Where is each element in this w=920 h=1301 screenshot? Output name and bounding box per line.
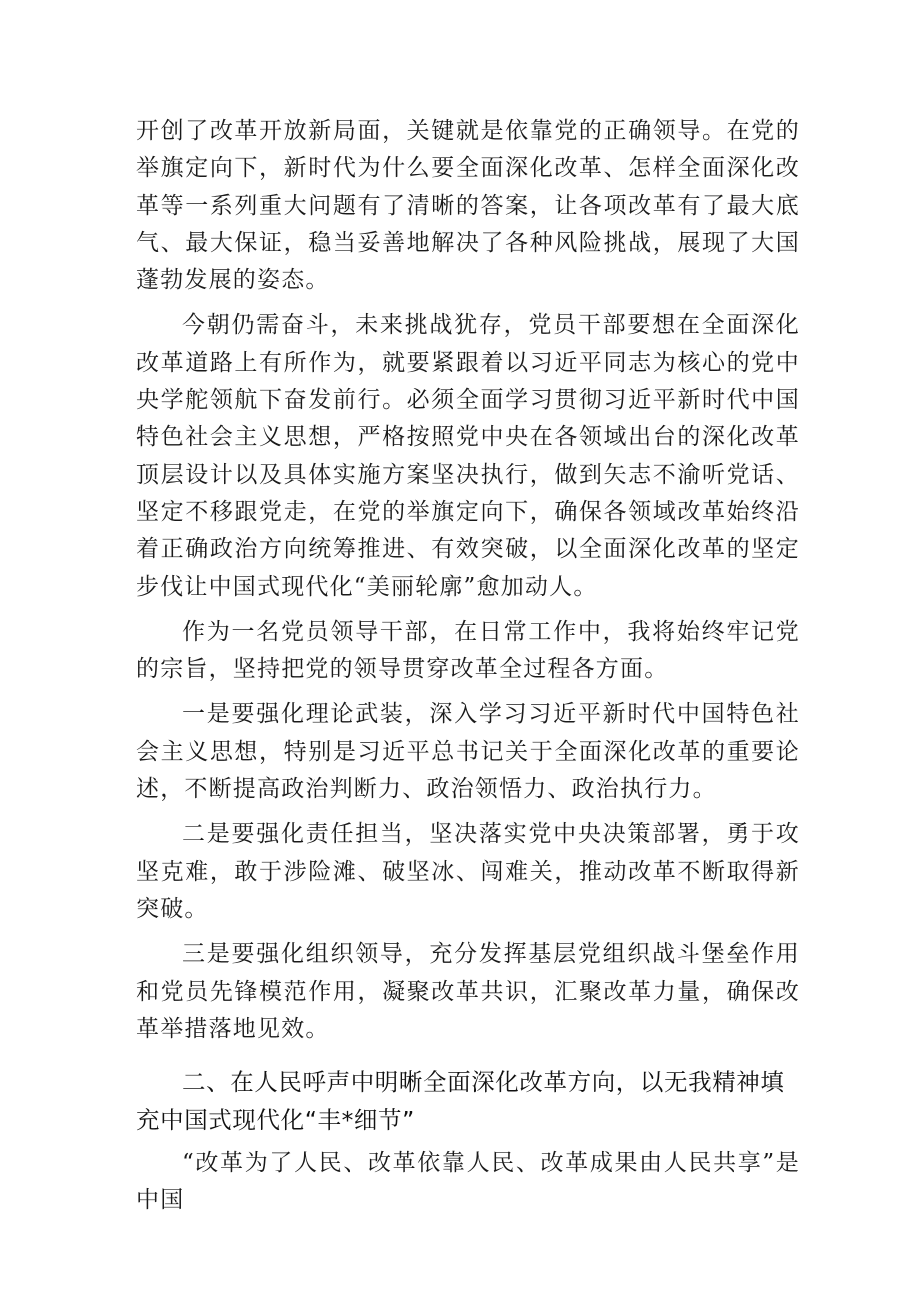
paragraph-6: 三是要强化组织领导，充分发挥基层党组织战斗堡垒作用和党员先锋模范作用，凝聚改革共识，汇聚改革力量，确保改革举措落地见效。 bbox=[136, 941, 800, 1042]
closing-paragraph: “改革为了人民、改革依靠人民、改革成果由人民共享”是中国 bbox=[136, 1150, 800, 1214]
paragraph-4: 一是要强化理论武装，深入学习习近平新时代中国特色社会主义思想，特别是习近平总书记关于全面深化改革的重要论述，不断提高政治判断力、政治领悟力、政治执行力。 bbox=[136, 701, 800, 803]
section-heading: 二、在人民呼声中明晰全面深化改革方向，以无我精神填充中国式现代化“丰*细节” bbox=[136, 1068, 785, 1134]
paragraph-5: 二是要强化责任担当，坚决落实党中央决策部署，勇于攻坚克难，敢于涉险滩、破坚冰、闯难关，推动改革不断取得新突破。 bbox=[136, 821, 800, 922]
paragraph-1: 开创了改革开放新局面，关键就是依靠党的正确领导。在党的举旗定向下，新时代为什么要全面深化改革、怎样全面深化改革等一系列重大问题有了清晰的答案，让各项改革有了最大底气、最大保证，稳当妥善地解决了各种风险挑战，展现了大国蓬勃发展的姿态。 bbox=[136, 118, 800, 294]
paragraph-3: 作为一名党员领导干部，在日常工作中，我将始终牢记党的宗旨，坚持把党的领导贯穿改革全过程各方面。 bbox=[136, 618, 800, 683]
paragraph-2: 今朝仍需奋斗，未来挑战犹存，党员干部要想在全面深化改革道路上有所作为，就要紧跟着以习近平同志为核心的党中央学舵领航下奋发前行。必须全面学习贯彻习近平新时代中国特色社会主义思想，严格按照党中央在各领域出台的深化改革顶层设计以及具体实施方案坚决执行，做到矢志不渝听党话、坚定不移跟党走，在党的举旗定向下，确保各领域改革始终沿着正确政治方向统筹推进、有效突破，以全面深化改革的坚定步伐让中国式现代化“美丽轮廓”愈加动人。 bbox=[136, 312, 800, 600]
document-body bbox=[136, 113, 800, 1220]
